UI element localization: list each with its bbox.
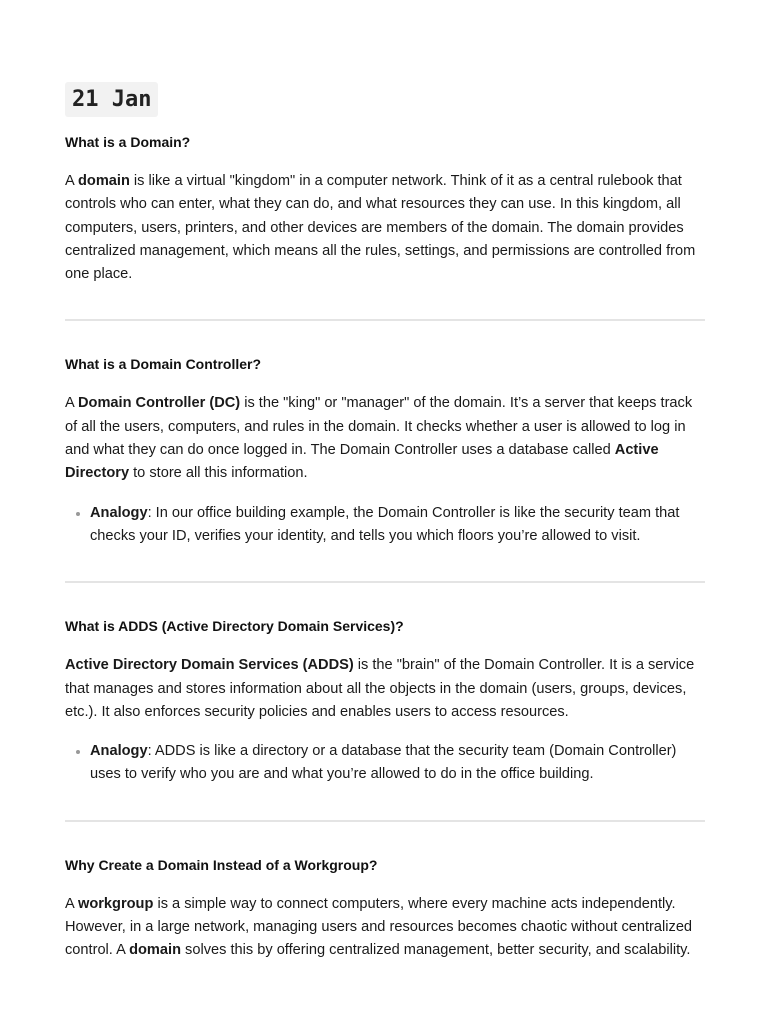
heading-why-domain-vs-workgroup: Why Create a Domain Instead of a Workgroup? — [65, 856, 378, 873]
bold-term: domain — [129, 942, 181, 959]
heading-what-is-adds: What is ADDS (Active Directory Domain Services)? — [65, 618, 404, 635]
section-divider — [65, 581, 705, 583]
text-run: A — [65, 173, 78, 189]
bullet-list — [65, 740, 705, 787]
text-run: solves this by offering centralized management, better security, and scalability. — [180, 942, 691, 959]
paragraph-domain — [65, 170, 705, 286]
section-divider — [65, 820, 705, 822]
text-run: is like a virtual "kingdom" in a computer network. Think of it as a central rulebook that controls who can enter, what they can do, and what resources they can use. In this kingdom, all computers, users, printers, and other devices are members of the domain. The domain provides centralized management, which means all the rules, settings, and permissions are controlled from one place. — [65, 173, 696, 283]
bold-term: Analogy — [90, 504, 148, 521]
text-run: A — [65, 895, 78, 912]
document-content — [65, 132, 705, 963]
paragraph-domain-controller — [65, 392, 705, 485]
heading-what-is-domain-controller: What is a Domain Controller? — [65, 356, 262, 373]
section-divider — [65, 319, 705, 321]
text-run: to store all this information. — [129, 465, 308, 482]
bullet-list — [65, 502, 705, 549]
heading-what-is-domain: What is a Domain? — [65, 134, 191, 150]
paragraph-workgroup — [65, 893, 705, 963]
paragraph-adds — [65, 654, 705, 724]
bold-term: workgroup — [77, 895, 154, 912]
text-run: A — [65, 395, 78, 412]
text-run: is the "king" or "manager" of the domain. It’s a server that keeps track of all the users, computers, and rules in the domain. It checks whether a user is allowed to log in and what they can do once logged in. The Domain Controller uses a database called — [65, 395, 693, 459]
bold-term: Active Directory Domain Services (ADDS) — [65, 657, 354, 674]
bold-term: Analogy — [90, 743, 148, 760]
list-item-analogy — [90, 740, 705, 787]
bold-term: domain — [77, 173, 130, 189]
bold-term: Active Directory — [65, 442, 659, 482]
list-item-analogy — [90, 502, 705, 549]
date-badge: 21 Jan — [65, 82, 158, 117]
text-run: is the "brain" of the Domain Controller. It is a service that manages and stores information about all the objects in the domain (users, groups, devices, etc.). It also enforces security policies and enables users to access resources. — [65, 657, 695, 720]
bold-term: Domain Controller (DC) — [77, 395, 241, 412]
text-run: : ADDS is like a directory or a database that the security team (Domain Controller) uses to verify who you are and what you’re allowed to do in the office building. — [90, 743, 677, 783]
text-run: is a simple way to connect computers, where every machine acts independently. However, in a large network, managing users and resources becomes chaotic without centralized control. A — [65, 895, 693, 959]
text-run: : In our office building example, the Domain Controller is like the security team that checks your ID, verifies your identity, and tells you which floors you’re allowed to visit. — [90, 504, 680, 544]
